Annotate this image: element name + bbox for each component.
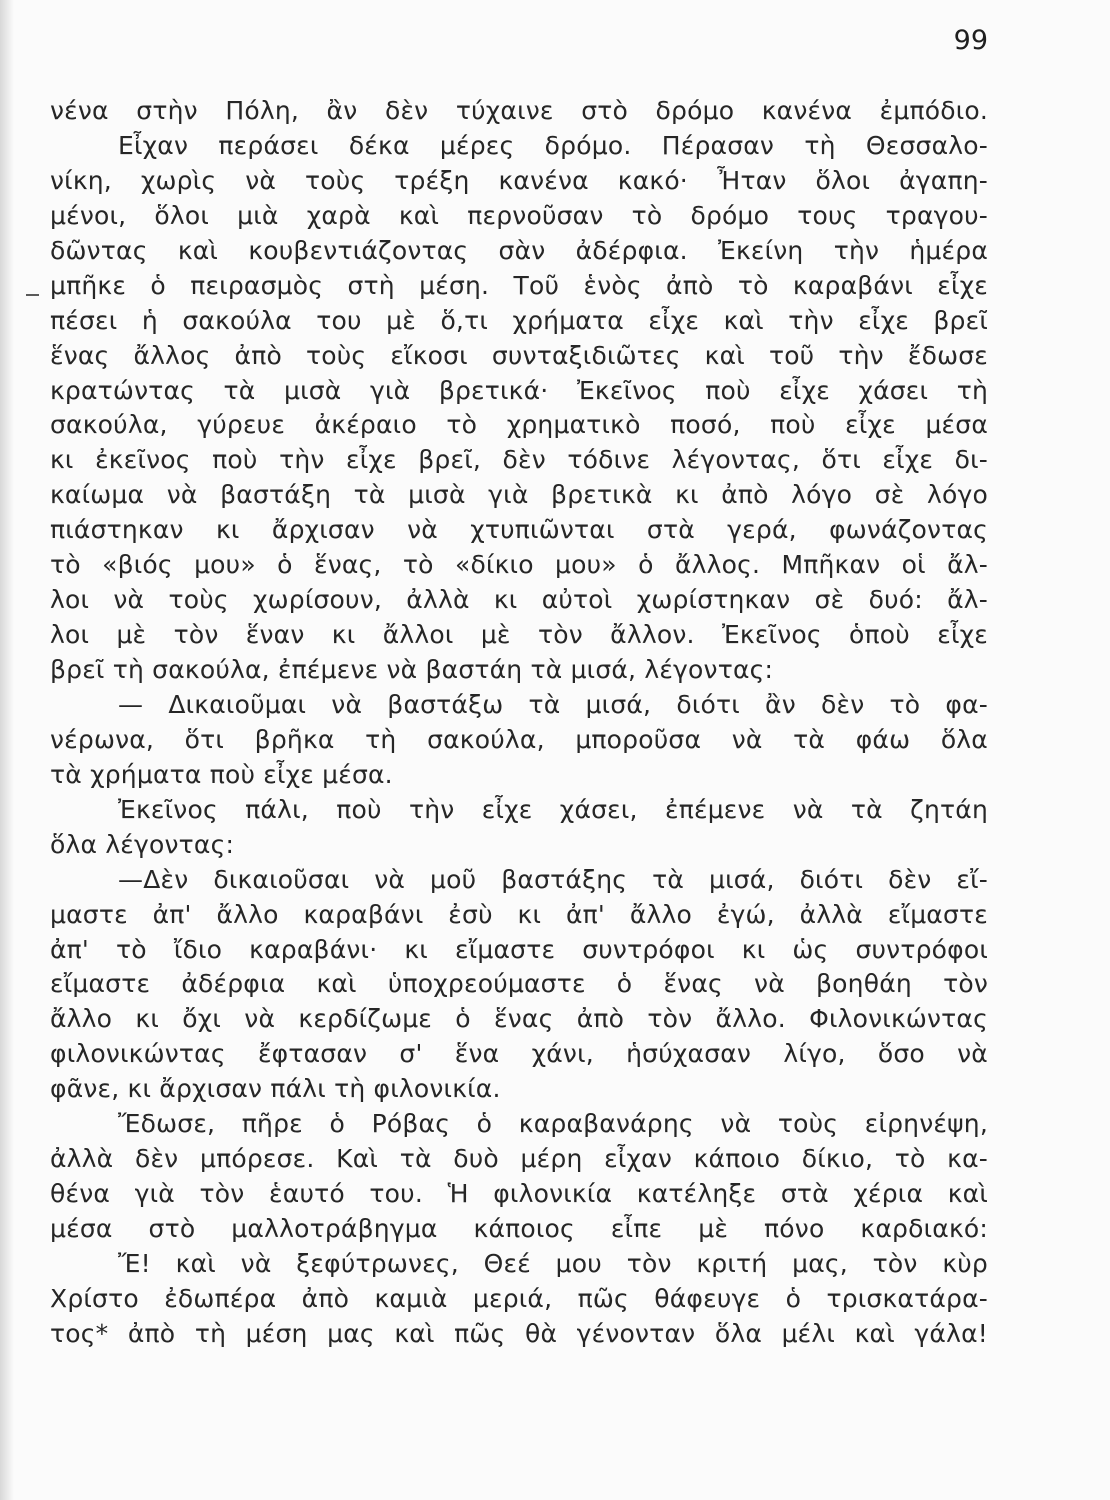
text-line: ἀλλὰ δὲν μπόρεσε. Καὶ τὰ δυὸ μέρη εἶχαν κάποιο δίκιο, τὸ κα- bbox=[50, 1144, 988, 1174]
text-line: Ἐκεῖνος πάλι, ποὺ τὴν εἶχε χάσει, ἐπέμενε νὰ τὰ ζητάη bbox=[118, 794, 988, 824]
text-line: κι ἐκεῖνος ποὺ τὴν εἶχε βρεῖ, δὲν τόδινε λέγοντας, ὅτι εἶχε δι- bbox=[50, 445, 988, 475]
text-line: καίωμα νὰ βαστάξη τὰ μισὰ γιὰ βρετικὰ κι ἀπὸ λόγο σὲ λόγο bbox=[50, 480, 988, 510]
text-line: λοι μὲ τὸν ἕναν κι ἄλλοι μὲ τὸν ἄλλον. Ἐκεῖνος ὁποὺ εἶχε bbox=[50, 620, 988, 650]
text-line: μπῆκε ὁ πειρασμὸς στὴ μέση. Τοῦ ἑνὸς ἀπὸ τὸ καραβάνι εἶχε bbox=[50, 270, 988, 300]
text-line: — Δικαιοῦμαι νὰ βαστάξω τὰ μισά, διότι ἂν δὲν τὸ φα- bbox=[118, 689, 988, 719]
text-line: Χρίστο ἐδωπέρα ἀπὸ καμιὰ μεριά, πῶς θάφευγε ὁ τρισκατάρα- bbox=[50, 1283, 988, 1313]
page-number: 99 bbox=[953, 25, 988, 56]
text-line: ἀπ' τὸ ἴδιο καραβάνι· κι εἴμαστε συντρόφοι κι ὡς συντρόφοι bbox=[50, 934, 988, 964]
text-line: πιάστηκαν κι ἄρχισαν νὰ χτυπιῶνται στὰ γερά, φωνάζοντας bbox=[50, 515, 988, 545]
text-line: Εἶχαν περάσει δέκα μέρες δρόμο. Πέρασαν τὴ Θεσσαλο- bbox=[118, 130, 988, 160]
text-line: βρεῖ τὴ σακούλα, ἐπέμενε νὰ βαστάη τὰ μισά, λέγοντας: bbox=[50, 655, 774, 684]
text-line: σακούλα, γύρευε ἀκέραιο τὸ χρηματικὸ ποσό, ποὺ εἶχε μέσα bbox=[50, 410, 988, 440]
body-text bbox=[50, 94, 988, 1352]
text-line: ἕνας ἄλλος ἀπὸ τοὺς εἴκοσι συνταξιδιῶτες καὶ τοῦ τὴν ἔδωσε bbox=[50, 340, 988, 370]
text-line: τὸ «βιός μου» ὁ ἕνας, τὸ «δίκιο μου» ὁ ἄλλος. Μπῆκαν οἱ ἄλ- bbox=[50, 550, 988, 580]
text-line: μέσα στὸ μαλλοτράβηγμα κάποιος εἶπε μὲ πόνο καρδιακό: bbox=[50, 1214, 988, 1243]
text-line: νίκη, χωρὶς νὰ τοὺς τρέξη κανένα κακό· Ἦταν ὅλοι ἀγαπη- bbox=[50, 165, 988, 195]
text-line: φιλονικώντας ἔφτασαν σ' ἕνα χάνι, ἡσύχασαν λίγο, ὅσο νὰ bbox=[50, 1039, 988, 1069]
page-edge-shadow bbox=[0, 0, 14, 1500]
text-line: λοι νὰ τοὺς χωρίσουν, ἀλλὰ κι αὐτοὶ χωρίστηκαν σὲ δυό: ἄλ- bbox=[50, 585, 988, 615]
text-line: εἴμαστε ἀδέρφια καὶ ὑποχρεούμαστε ὁ ἕνας νὰ βοηθάη τὸν bbox=[50, 969, 988, 999]
text-line: —Δὲν δικαιοῦσαι νὰ μοῦ βαστάξης τὰ μισά, διότι δὲν εἴ- bbox=[118, 864, 988, 894]
text-line: νένα στὴν Πόλη, ἂν δὲν τύχαινε στὸ δρόμο κανένα ἐμπόδιο. bbox=[50, 96, 988, 125]
text-line: Ἔ! καὶ νὰ ξεφύτρωνες, Θεέ μου τὸν κριτή μας, τὸν κὺρ bbox=[118, 1248, 988, 1278]
text-line: μαστε ἀπ' ἄλλο καραβάνι ἐσὺ κι ἀπ' ἄλλο ἐγώ, ἀλλὰ εἴμαστε bbox=[50, 899, 988, 929]
text-line: μένοι, ὅλοι μιὰ χαρὰ καὶ περνοῦσαν τὸ δρόμο τους τραγου- bbox=[50, 200, 988, 230]
text-line: πέσει ἡ σακούλα του μὲ ὅ,τι χρήματα εἶχε καὶ τὴν εἶχε βρεῖ bbox=[50, 305, 988, 335]
text-line: ἄλλο κι ὄχι νὰ κερδίζωμε ὁ ἕνας ἀπὸ τὸν ἄλλο. Φιλονικώντας bbox=[50, 1004, 988, 1034]
margin-mark bbox=[26, 294, 39, 296]
text-line: τὰ χρήματα ποὺ εἶχε μέσα. bbox=[50, 759, 393, 789]
text-line: τος* ἀπὸ τὴ μέση μας καὶ πῶς θὰ γένονταν ὅλα μέλι καὶ γάλα! bbox=[50, 1318, 988, 1348]
text-line: θένα γιὰ τὸν ἑαυτό του. Ἡ φιλονικία κατέληξε στὰ χέρια καὶ bbox=[50, 1179, 988, 1209]
text-line: κρατώντας τὰ μισὰ γιὰ βρετικά· Ἐκεῖνος ποὺ εἶχε χάσει τὴ bbox=[50, 375, 988, 405]
text-line: Ἔδωσε, πῆρε ὁ Ρόβας ὁ καραβανάρης νὰ τοὺς εἰρηνέψη, bbox=[118, 1109, 988, 1139]
text-line: ὅλα λέγοντας: bbox=[50, 829, 235, 859]
text-line: φᾶνε, κι ἄρχισαν πάλι τὴ φιλονικία. bbox=[50, 1074, 501, 1104]
text-line: δῶντας καὶ κουβεντιάζοντας σὰν ἀδέρφια. Ἐκείνη τὴν ἡμέρα bbox=[50, 235, 988, 265]
text-line: νέρωνα, ὅτι βρῆκα τὴ σακούλα, μποροῦσα νὰ τὰ φάω ὅλα bbox=[50, 724, 988, 754]
